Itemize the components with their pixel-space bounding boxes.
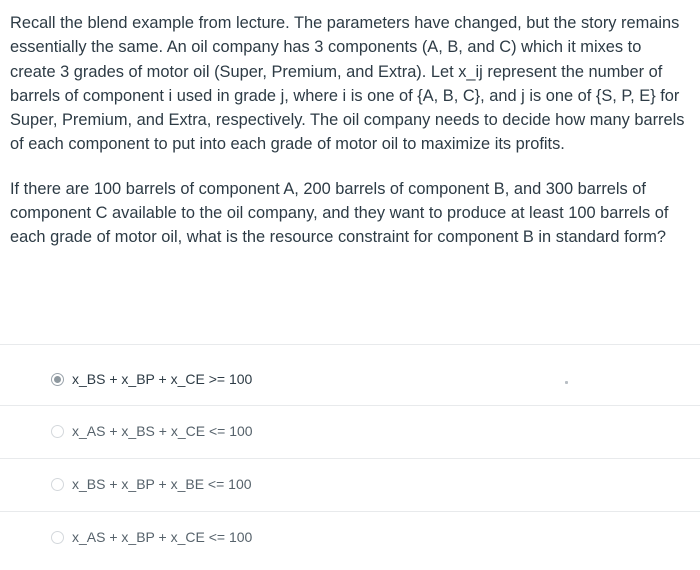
radio-button[interactable] (51, 425, 64, 438)
answer-option-1[interactable] (0, 354, 700, 406)
question-paragraph-1: Recall the blend example from lecture. The parameters have changed, but the story remains essentially the same. An oil company has 3 components (A, B, and C) which it mixes to create 3 grades of motor oil (Super, Premium, and Extra). Let x_ij represent the number of barrels of component i used in grade j, where i is one of {A, B, C}, and j is one of {S, P, E} for Super, Premium, and Extra, respectively. The oil company needs to decide how many barrels of each component to put into each grade of motor oil to maximize its profits. (10, 14, 685, 154)
radio-button[interactable] (51, 531, 64, 544)
answer-option-3[interactable] (0, 459, 700, 511)
question-text (10, 11, 690, 250)
radio-button-selected[interactable] (51, 373, 64, 386)
answer-label-3[interactable]: x_BS + x_BP + x_BE <= 100 (72, 476, 252, 492)
cursor-mark (565, 381, 568, 384)
answer-label-2[interactable]: x_AS + x_BS + x_CE <= 100 (72, 423, 253, 439)
answer-divider (0, 344, 700, 345)
answer-option-4[interactable] (0, 512, 700, 564)
radio-button[interactable] (51, 478, 64, 491)
answer-option-2[interactable] (0, 406, 700, 458)
answer-label-1[interactable]: x_BS + x_BP + x_CE >= 100 (72, 371, 253, 387)
answer-label-4[interactable]: x_AS + x_BP + x_CE <= 100 (72, 529, 253, 545)
question-paragraph-2: If there are 100 barrels of component A, 200 barrels of component B, and 300 barrels of component C available to the oil company, and they want to produce at least 100 barrels of each grade of motor oil, what is the resource constraint for component B in standard form? (10, 179, 669, 247)
